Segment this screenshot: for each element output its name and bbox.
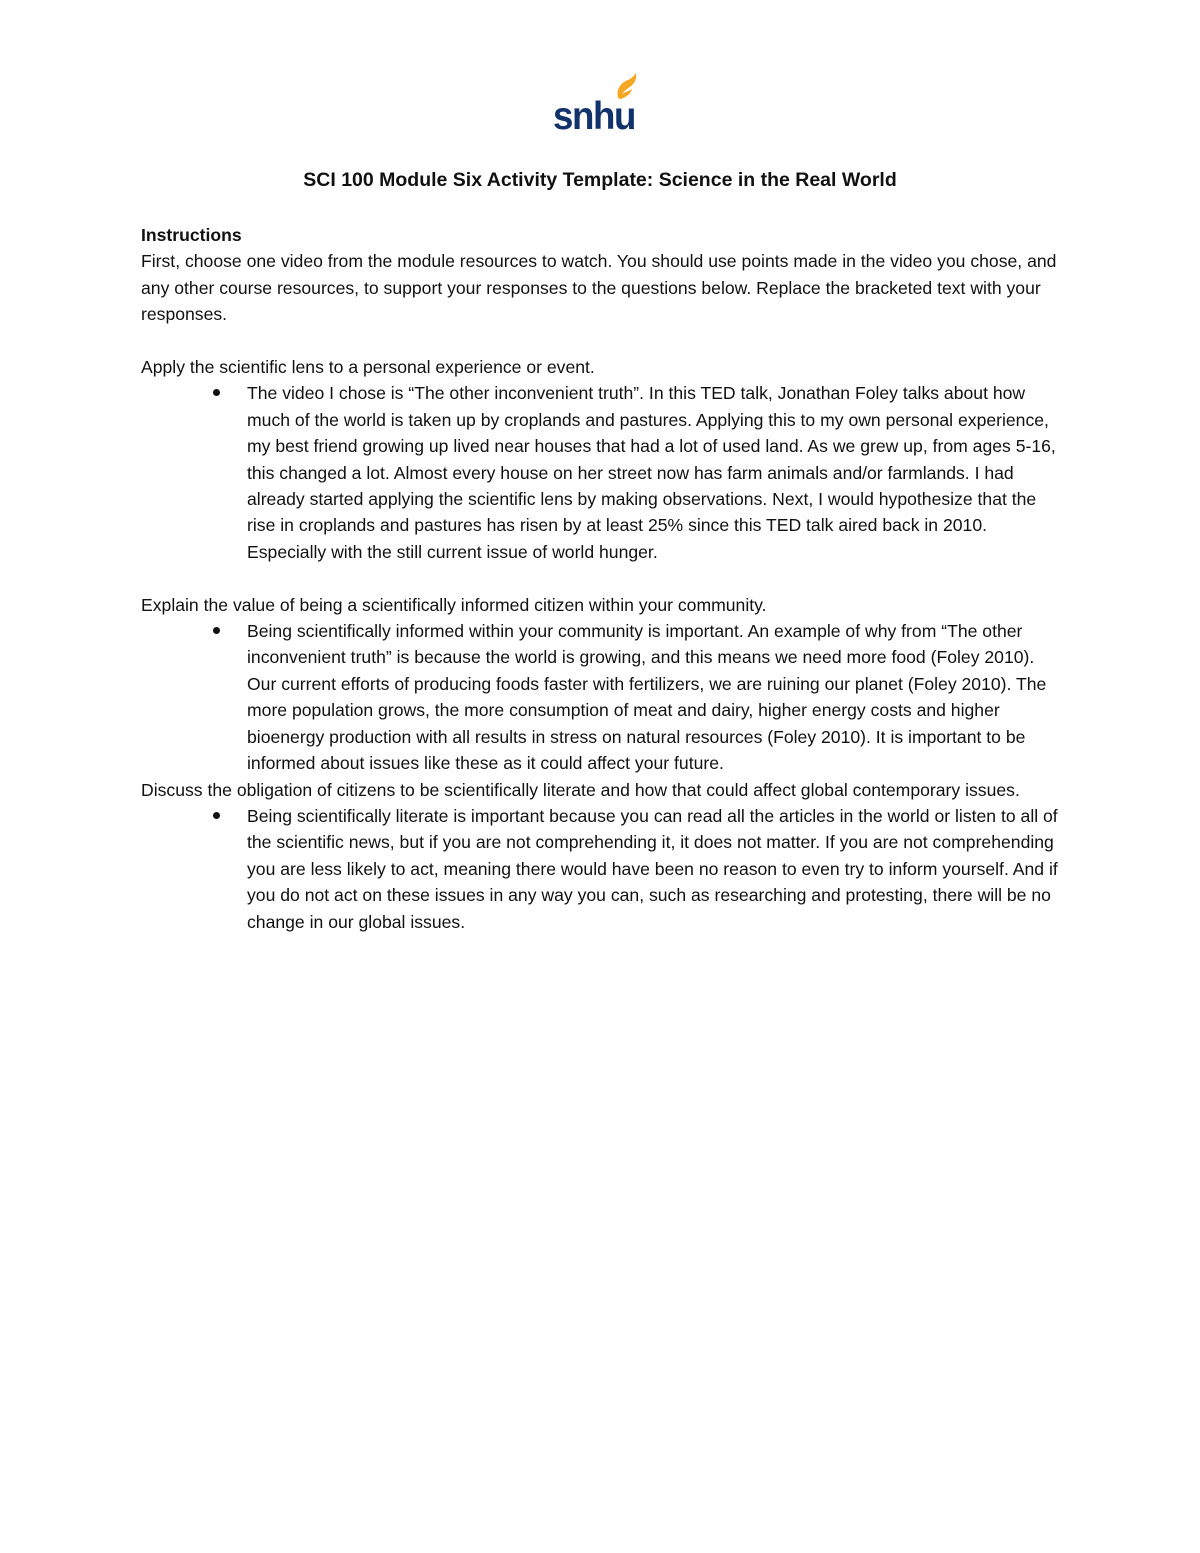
section-2-response [247,618,1061,776]
bullet-icon [213,389,220,396]
section-2-list [141,618,1061,776]
section-1-response-text: The video I chose is “The other inconvenient truth”. In this TED talk, Jonathan Foley talks about how much of the world is taken up by croplands and pastures. Applying this to my own personal experience, my best friend growing up lived near houses that had a lot of used land. As we grew up, from ages 5-16, this changed a lot. Almost every house on her street now has farm animals and/or farmlands. I had already started applying the scientific lens by making observations. Next, I would hypothesize that the rise in croplands and pastures has risen by at least 25% since this TED talk aired back in 2010. Especially with the still current issue of world hunger. [247,383,1056,562]
snhu-logo [552,72,642,134]
spacer [141,328,1061,354]
section-3-list [141,803,1061,935]
document-body [141,222,1061,935]
instructions-text: First, choose one video from the module resources to watch. You should use points made in the video you chose, and any other course resources, to support your responses to the questions below. Replace the bracketed text with your responses. [141,251,1057,325]
section-2-response-text: Being scientifically informed within your community is important. An example of why from “The other inconvenient truth” is because the world is growing, and this means we need more food (Foley 2010). Our current efforts of producing foods faster with fertilizers, we are ruining our planet (Foley 2010). The more population grows, the more consumption of meat and dairy, higher energy costs and higher bioenergy production with all results in stress on natural resources (Foley 2010). It is important to be informed about issues like these as it could affect your future. [247,621,1047,774]
document-title: SCI 100 Module Six Activity Template: Science in the Real World [303,169,897,191]
logo-wordmark: snhu [553,95,635,134]
section-2-prompt: Explain the value of being a scientifically informed citizen within your community. [141,594,767,615]
section-3-response-text: Being scientifically literate is important because you can read all the articles in the world or listen to all of the scientific news, but if you are not comprehending it, it does not matter. If you are not comprehending you are less likely to act, meaning there would have been no reason to even try to inform yourself. And if you do not act on these issues in any way you can, such as researching and protesting, there will be no change in our global issues. [247,805,1058,932]
bullet-icon [213,627,220,634]
instructions-heading: Instructions [141,225,242,245]
section-1-prompt: Apply the scientific lens to a personal experience or event. [141,357,595,378]
section-1-response [247,380,1061,565]
section-3-response [247,803,1061,935]
bullet-icon [213,812,220,819]
snhu-logo-graphic [552,72,642,134]
section-3-prompt: Discuss the obligation of citizens to be scientifically literate and how that could affect global contemporary issues. [141,779,1020,800]
section-1-list [141,380,1061,565]
spacer [141,565,1061,591]
